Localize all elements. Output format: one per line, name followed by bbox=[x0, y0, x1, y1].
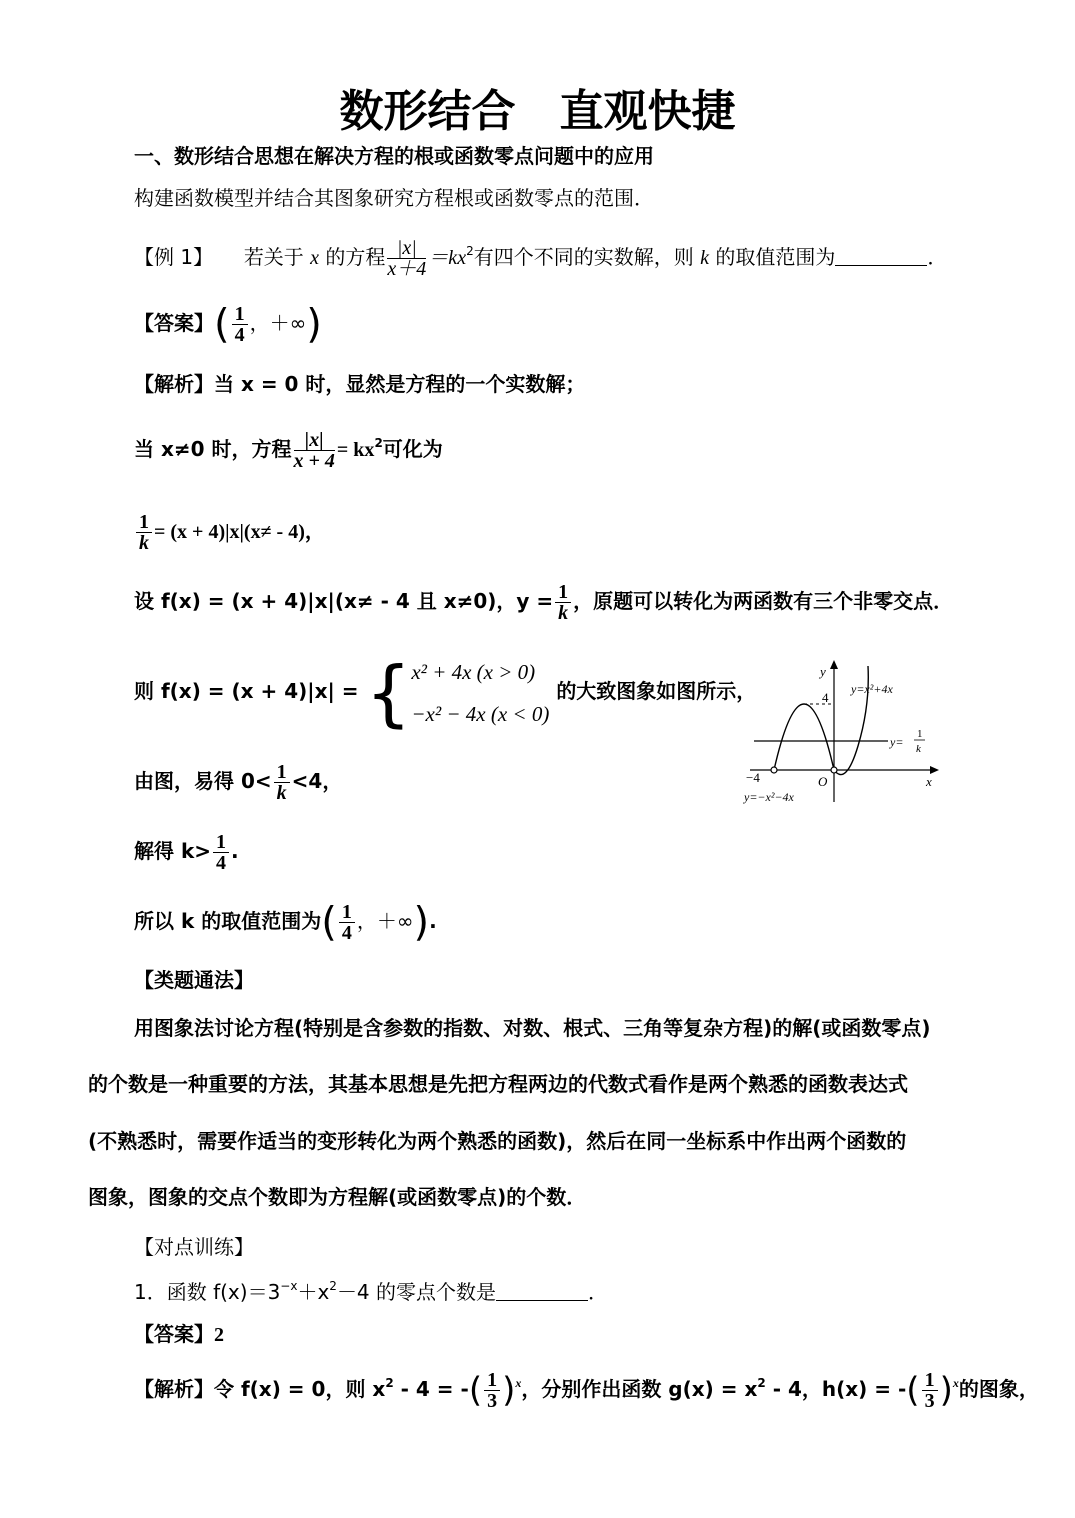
left-parabola-label: y=−x²−4x bbox=[744, 790, 794, 804]
solution-line-4: 设 f(x) = (x + 4)|x|(x≠ - 4 且 x≠0)，y = $\frac{1}{k}$ ，原题可以转化为两函数有三个非零交点． bbox=[134, 581, 954, 624]
section-heading: 一、数形结合思想在解决方程的根或函数零点问题中的应用 bbox=[134, 144, 654, 168]
function-graph-figure bbox=[740, 656, 950, 808]
line-label-den: k bbox=[916, 743, 921, 755]
line-label-num: 1 bbox=[917, 728, 923, 740]
y-axis-arrow bbox=[830, 660, 838, 669]
y-axis-label: y bbox=[820, 664, 826, 679]
x-axis-label: x bbox=[926, 774, 932, 789]
method-paragraph-3: (不熟悉时，需要作适当的变形转化为两个熟悉的函数)，然后在同一坐标系中作出两个函数的 bbox=[88, 1129, 907, 1153]
practice-question-1: 1．函数 $f(x)=3^{-x}+x^2-4$ 的零点个数是 ． bbox=[134, 1279, 609, 1304]
method-paragraph-1: 用图象法讨论方程(特别是含参数的指数、对数、根式、三角等复杂方程)的解(或函数零点) bbox=[134, 1016, 931, 1040]
method-paragraph-2: 的个数是一种重要的方法，其基本思想是先把方程两边的代数式看作是两个熟悉的函数表达式 bbox=[88, 1072, 908, 1096]
answer-blank bbox=[835, 247, 927, 266]
solution-line-5: 则 f(x) = (x + 4)|x| = { x² + 4x (x > 0) −x² − 4x (x < 0) 的大致图象如图所示， bbox=[134, 650, 757, 735]
section-intro: 构建函数模型并结合其图象研究方程根或函数零点的范围． bbox=[134, 186, 654, 210]
solution-line-1: 【解析】当 x = 0 时，显然是方程的一个实数解； bbox=[134, 372, 586, 396]
example-question: 【例 1】 若关于 x 的方程 $\frac{|x|}{x+4}$ $=kx^2$有四个不同的实数解，则 k 的取值范围为 ． bbox=[134, 237, 948, 280]
open-point-origin bbox=[831, 767, 837, 773]
practice-heading: 【对点训练】 bbox=[134, 1235, 254, 1259]
right-parabola-label: y=x²+4x bbox=[851, 682, 893, 696]
method-paragraph-4: 图象，图象的交点个数即为方程解(或函数零点)的个数． bbox=[88, 1185, 587, 1209]
tick-label-4: 4 bbox=[822, 690, 829, 705]
answer-blank bbox=[496, 1282, 588, 1301]
solution-line-2: 当 x≠0 时，方程 $\frac{|x|}{x + 4}$ = $kx^2$可化为 bbox=[134, 429, 443, 472]
practice-solution-1: 【解析】令 f(x) = 0，则 $x^2 - 4$ = -( $\frac{1}{3}$ )$^x$，分别作出函数 $g(x) = x^2 - 4$，h(x) = -( $\frac{1}{3}$ )$^x$的图象， bbox=[134, 1369, 1039, 1412]
open-point-neg4 bbox=[771, 767, 777, 773]
tick-label-neg4: −4 bbox=[746, 770, 760, 785]
line-label-prefix: y= bbox=[890, 735, 904, 749]
left-parabola bbox=[774, 704, 834, 770]
solution-line-7: 解得 k> $\frac{1}{4}$ . bbox=[134, 831, 239, 874]
solution-line-3: $\frac{1}{k}$ = (x + 4)|x|(x≠ - 4)， bbox=[134, 506, 325, 556]
x-axis-arrow bbox=[930, 766, 939, 774]
page-title: 数形结合 直观快捷 bbox=[339, 86, 736, 137]
practice-answer-1: 【答案】2 bbox=[134, 1322, 224, 1346]
piecewise-cases: x² + 4x (x > 0) −x² − 4x (x < 0) bbox=[411, 659, 550, 726]
origin-label: O bbox=[818, 774, 828, 789]
example-label: 【例 1】 bbox=[134, 245, 214, 269]
answer-line: 【答案】( $\frac{1}{4}$ ，＋∞) bbox=[134, 301, 322, 348]
solution-line-8: 所以 k 的取值范围为( $\frac{1}{4}$ ，＋∞). bbox=[134, 899, 437, 946]
solution-line-6: 由图，易得 0< $\frac{1}{k}$ <4， bbox=[134, 761, 343, 804]
method-heading: 【类题通法】 bbox=[134, 968, 254, 992]
equation-fraction: $\frac{|x|}{x+4}$ bbox=[387, 237, 427, 280]
